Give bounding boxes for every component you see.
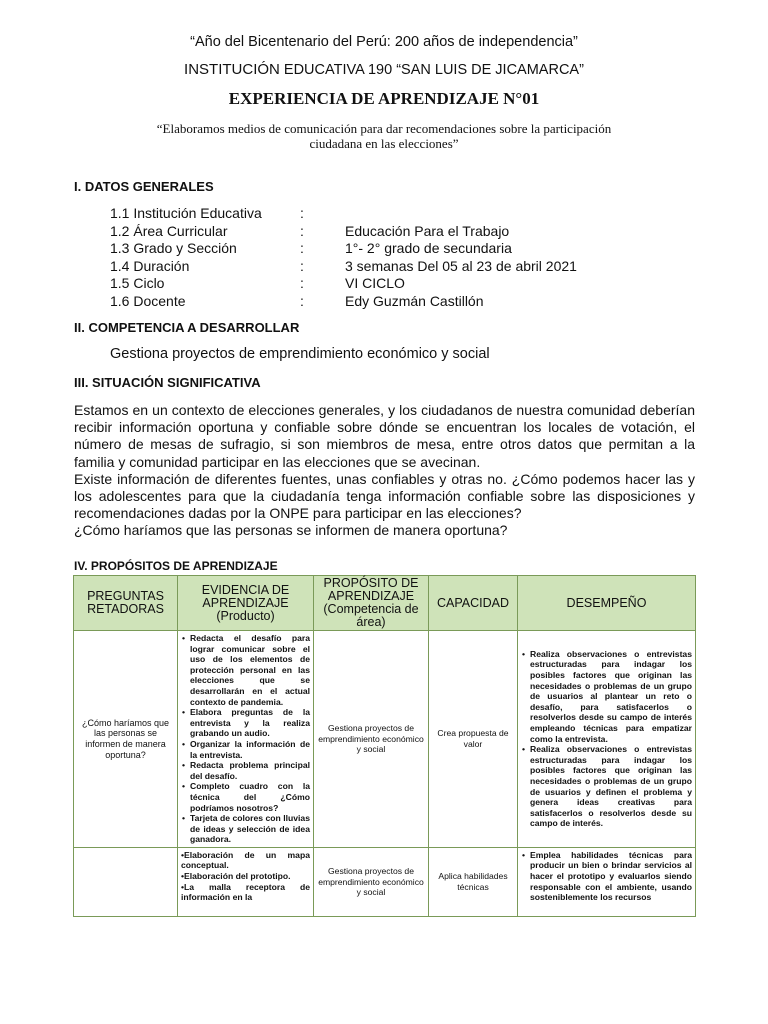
- datos-separator: :: [300, 205, 304, 221]
- situacion-paragraph: Existe información de diferentes fuentes, unas confiables y otras no. ¿Cómo podemos hacer las y los adolescentes para que la ciudadanía tenga información confiable sobre las disposiciones y recomendaciones dadas por la ONPE para participar en las elecciones?: [74, 470, 695, 522]
- datos-value: Edy Guzmán Castillón: [345, 292, 484, 309]
- evidencia-item: • Organizar la información de la entrevista.: [190, 739, 310, 760]
- section-heading-datos: I. DATOS GENERALES: [74, 179, 214, 194]
- evidencia-clip: [181, 850, 310, 914]
- datos-label: 1.2 Área Curricular: [110, 222, 228, 239]
- evidencia-item: •Elaboración de un mapa conceptual.: [181, 849, 310, 871]
- datos-row: [110, 240, 577, 258]
- desempeno-item: • Realiza observaciones o entrevistas estructuradas para indagar los posibles factores que originan las necesidades o problemas de un grupo de usuarios y definen el problema y genera ideas creativas para satisfacerlos o resolverlos desde su campo de interés.: [530, 744, 692, 829]
- col-header-capacidad: CAPACIDAD: [429, 576, 518, 631]
- datos-value: 3 semanas Del 05 al 23 de abril 2021: [345, 257, 577, 274]
- situacion-paragraph: Estamos en un contexto de elecciones generales, y los ciudadanos de nuestra comunidad deberían recibir información oportuna y confiable sobre dónde se encuentran los locales de votación, el número de mesas de sufragio, si son miembros de mesa, entre otros datos que permitan a la familia y comunidad participar en las elecciones que se avecinan.: [74, 402, 695, 470]
- desempeno-clip: [521, 850, 692, 914]
- desempeno-cell: [518, 847, 696, 916]
- evidencia-item: • Elabora preguntas de la entrevista y la realiza grabando un audio.: [190, 707, 310, 739]
- section-heading-propositos: IV. PROPÓSITOS DE APRENDIZAJE: [74, 559, 278, 573]
- motto-line: “Año del Bicentenario del Perú: 200 años de independencia”: [190, 34, 578, 50]
- evidencia-cell: [178, 631, 314, 848]
- datos-separator: :: [300, 222, 304, 239]
- section-heading-competencia: II. COMPETENCIA A DESARROLLAR: [74, 320, 300, 335]
- datos-label: 1.6 Docente: [110, 292, 186, 309]
- datos-label: 1.5 Ciclo: [110, 275, 165, 292]
- datos-separator: :: [300, 292, 304, 309]
- capacidad-cell: Crea propuesta de valor: [429, 631, 518, 848]
- situacion-question: ¿Cómo haríamos que las personas se informen de manera oportuna?: [74, 522, 508, 539]
- desempeno-item: • Emplea habilidades técnicas para producir un bien o brindar servicios al hacer el prototipo y evaluarlos siendo responsable con el ambiente, usando sosteniblemente los recursos: [530, 850, 692, 903]
- institution-prefix: INSTITUCIÓN: [184, 61, 280, 78]
- competencia-cell: Gestiona proyectos de emprendimiento económico y social: [314, 631, 429, 848]
- col-header-proposito-title: PROPÓSITO DE APRENDIZAJE: [323, 576, 419, 603]
- evidencia-item: • Completo cuadro con la técnica del ¿Cómo podríamos nosotros?: [190, 781, 310, 813]
- datos-row: [110, 223, 577, 241]
- situacion-body: [74, 402, 695, 540]
- col-header-evidencia: [178, 576, 314, 631]
- datos-label: 1.3 Grado y Sección: [110, 240, 237, 257]
- datos-value: 1°- 2° grado de secundaria: [345, 240, 512, 257]
- document-subtitle: “Elaboramos medios de comunicación para dar recomendaciones sobre la participación ciudadana en las elecciones”: [156, 121, 612, 151]
- col-header-proposito: [314, 576, 429, 631]
- competencia-cell: Gestiona proyectos de emprendimiento económico y social: [314, 847, 429, 916]
- table-row: [74, 847, 696, 916]
- col-header-evidencia-sub: (Producto): [216, 608, 275, 623]
- datos-row: [110, 258, 577, 276]
- table-header-row: [74, 576, 696, 631]
- datos-separator: :: [300, 240, 304, 257]
- evidencia-item: • Redacta problema principal del desafío.: [190, 760, 310, 781]
- desempeno-cell: [518, 631, 696, 848]
- col-header-proposito-sub: (Competencia de área): [323, 602, 419, 629]
- desempeno-item: • Realiza observaciones o entrevistas estructuradas para indagar los posibles factores que originan las necesidades o problemas de un grupo de usuarios al plantear un reto o desafío, para satisfacerlos o resolverlos desde su campo de interés empleando técnicas para empatizar como la entrevista.: [530, 649, 692, 744]
- evidencia-item: •La malla receptora de información en la: [181, 881, 310, 903]
- datos-label: 1.1 Institución Educativa: [110, 205, 262, 221]
- datos-value: Educación Para el Trabajo: [345, 222, 510, 239]
- col-header-evidencia-title: EVIDENCIA DE APRENDIZAJE: [201, 582, 290, 610]
- pregunta-cell: ¿Cómo haríamos que las personas se informen de manera oportuna?: [74, 631, 178, 848]
- datos-separator: :: [300, 257, 304, 274]
- col-header-preguntas: PREGUNTAS RETADORAS: [74, 576, 178, 631]
- document-title: EXPERIENCIA DE APRENDIZAJE N°01: [228, 89, 540, 108]
- datos-row: [110, 275, 577, 293]
- evidencia-item: •Elaboración del prototipo.: [181, 871, 291, 882]
- col-header-desempeno: DESEMPEÑO: [518, 576, 696, 631]
- institution-name: EDUCATIVA 190 “SAN LUIS DE JICAMARCA”: [279, 62, 584, 78]
- competencia-text: Gestiona proyectos de emprendimiento económico y social: [110, 346, 490, 362]
- table-row: [74, 631, 696, 848]
- datos-generales-list: [110, 205, 577, 311]
- evidencia-cell: [178, 847, 314, 916]
- capacidad-cell: Aplica habilidades técnicas: [429, 847, 518, 916]
- datos-label: 1.4 Duración: [110, 257, 190, 274]
- datos-row: [110, 205, 577, 223]
- section-heading-situacion: III. SITUACIÓN SIGNIFICATIVA: [74, 375, 261, 390]
- datos-value: VI CICLO: [345, 275, 405, 292]
- datos-separator: :: [300, 275, 304, 292]
- evidencia-item: • Redacta el desafío para lograr comunicar sobre el uso de los elementos de protección personal en las elecciones que se desarrollarán en el actual contexto de pandemia.: [190, 633, 310, 707]
- datos-row: [110, 293, 577, 311]
- evidencia-item: • Tarjeta de colores con lluvias de ideas y selección de idea ganadora.: [190, 813, 310, 845]
- pregunta-cell-empty: [74, 847, 178, 916]
- propositos-table: [73, 575, 696, 917]
- institution-line: [0, 61, 768, 78]
